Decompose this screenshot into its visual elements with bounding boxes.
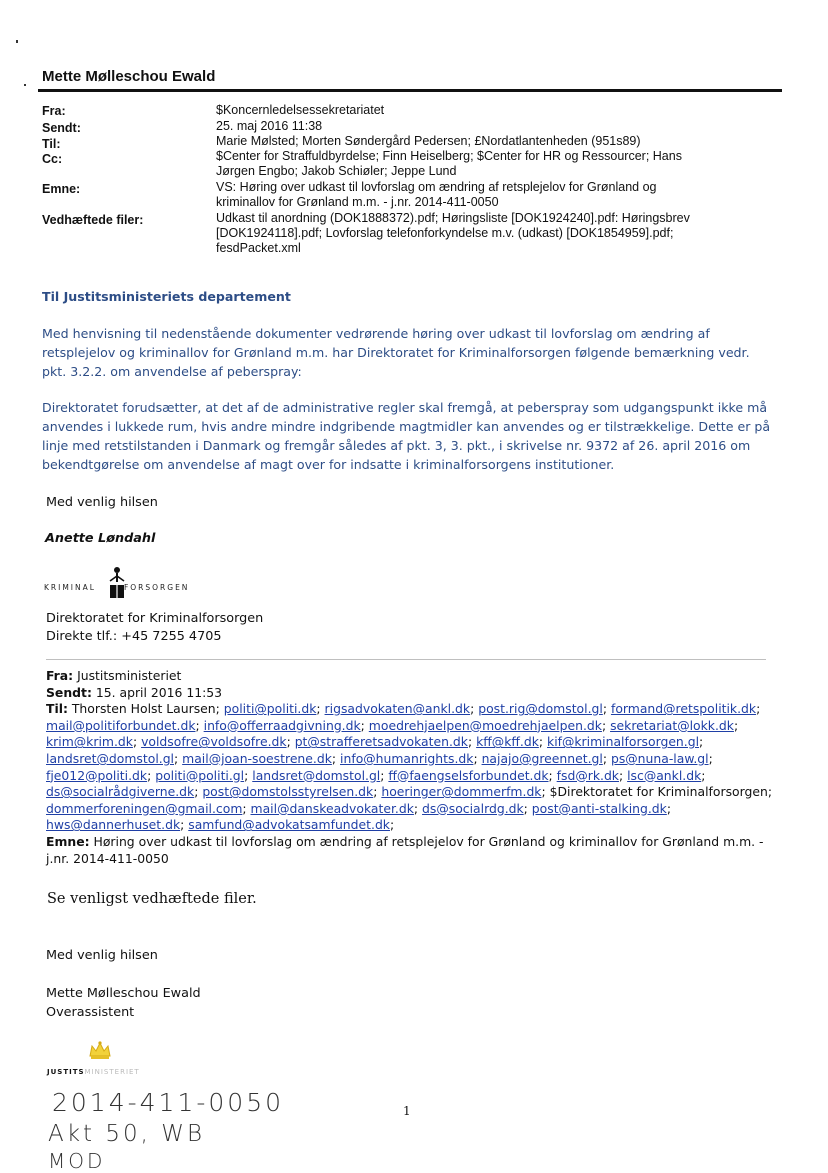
attachments-value[interactable]: Udkast til anordning (DOK1888372).pdf; Høringsliste [DOK1924240].pdf: Høringsbrev [DOK1924118].pdf; Lovforslag telefonforkyndelse m.v. (udkast) [DOK1854959].pdf; fesdPacket.xml	[216, 211, 690, 255]
handwritten-initials: MOD	[48, 1149, 106, 1173]
reply-signature: Anette Løndahl	[45, 531, 156, 546]
from-label: Fra:	[42, 104, 66, 118]
email-link[interactable]: najajo@greennet.gl	[481, 750, 603, 766]
email-link[interactable]: ff@faengselsforbundet.dk	[388, 767, 549, 783]
forwarded-header	[46, 668, 786, 867]
fwd-to-line-1: Til: Thorsten Holst Laursen; politi@politi.dk; rigsadvokaten@ankl.dk; post.rig@domstol.gl; formand@retspolitik.dk;	[46, 701, 761, 717]
crown-logo-icon	[88, 1040, 112, 1060]
email-link[interactable]: mail@danskeadvokater.dk	[250, 800, 414, 816]
fwd-subject-line: Emne: Høring over udkast til lovforslag om ændring af retsplejelov for Grønland og kriminallov for Grønland m.m. -	[46, 833, 764, 849]
email-link[interactable]: lsc@ankl.dk	[627, 767, 702, 783]
email-link[interactable]: landsret@domstol.gl	[46, 750, 175, 766]
reply-paragraph-1: Med henvisning til nedenstående dokumenter vedrørende høring over udkast til lovforslag om ændring af retsplejelov og kriminallov for Grønland m.m. har Direktoratet for Kriminalforsorgen følgende bemærkning vedr. pkt. 3.2.2. om anvendelse af peberspray:	[42, 326, 750, 379]
email-link[interactable]: kff@kff.dk	[476, 734, 539, 750]
email-link[interactable]: hoeringer@dommerfm.dk	[381, 784, 542, 800]
sent-label: Sendt:	[42, 121, 81, 135]
email-link[interactable]: info@humanrights.dk	[340, 750, 474, 766]
email-link[interactable]: politi@politi.gl	[155, 767, 245, 783]
email-link[interactable]: post.rig@domstol.gl	[478, 701, 603, 717]
page-number: 1	[403, 1104, 411, 1118]
email-link[interactable]: post@anti-stalking.dk	[531, 800, 667, 816]
handwritten-note: Akt 50, WB	[48, 1121, 206, 1147]
to-value: Marie Mølsted; Morten Søndergård Pedersen; £Nordatlantenheden (951s89)	[216, 134, 641, 148]
reply-closing: Med venlig hilsen	[46, 495, 158, 510]
scan-speck	[24, 84, 26, 86]
email-link[interactable]: ps@nuna-law.gl	[610, 750, 709, 766]
forwarded-closing: Med venlig hilsen	[46, 948, 158, 963]
email-link[interactable]: fje012@politi.dk	[46, 767, 148, 783]
email-link[interactable]: voldsofre@voldsofre.dk	[141, 734, 287, 750]
email-link[interactable]: rigsadvokaten@ankl.dk	[324, 701, 471, 717]
justitsministeriet-logo-text: JUSTITSMINISTERIET	[47, 1068, 140, 1076]
reply-phone: Direkte tlf.: +45 7255 4705	[46, 629, 222, 644]
fwd-to-line-5: fje012@politi.dk; politi@politi.gl; landsret@domstol.gl; ff@faengselsforbundet.dk; fsd@rk.dk; lsc@ankl.dk;	[46, 767, 706, 783]
attachments-label: Vedhæftede filer:	[42, 213, 144, 227]
cc-value: $Center for Straffuldbyrdelse; Finn Heiselberg; $Center for HR og Ressourcer; Hans Jørgen Engbo; Jakob Schiøler; Jeppe Lund	[216, 149, 682, 178]
email-link[interactable]: krim@krim.dk	[46, 734, 133, 750]
email-link[interactable]: samfund@advokatsamfundet.dk	[188, 817, 390, 833]
sent-value: 25. maj 2016 11:38	[216, 119, 323, 133]
fwd-to-line-3: krim@krim.dk; voldsofre@voldsofre.dk; pt@strafferetsadvokaten.dk; kff@kff.dk; kif@kriminalforsorgen.gl;	[46, 734, 704, 750]
fwd-to-line-6: ds@socialrådgiverne.dk; post@domstolsstyrelsen.dk; hoeringer@dommerfm.dk; $Direktoratet for Kriminalforsorgen;	[46, 784, 773, 800]
kriminalforsorgen-logo-icon	[106, 566, 128, 598]
email-link[interactable]: mail@politiforbundet.dk	[46, 717, 196, 733]
reply-greeting: Til Justitsministeriets departement	[42, 289, 291, 304]
from-value: $Koncernledelsessekretariatet	[216, 103, 385, 117]
fwd-from-line: Fra: Justitsministeriet	[46, 668, 182, 683]
email-link[interactable]: landsret@domstol.gl	[252, 767, 381, 783]
scan-speck	[16, 40, 18, 43]
reply-paragraph-2: Direktoratet forudsætter, at det af de administrative regler skal fremgå, at peberspray som udgangspunkt ikke må anvendes i lukkede rum, hvis andre mindre indgribende magtmidler kan anvendes og er tilstrækkelige. Dette er på linje med retstilstanden i Danmark og fremgår således af pkt. 3, 3. pkt., i skrivelse nr. 9372 af 26. april 2016 om bekendtgørelse om anvendelse af magt over for indsatte i kriminalforsorgens institutioner.	[42, 400, 771, 472]
fwd-to-line-7: dommerforeningen@gmail.com; mail@danskeadvokater.dk; ds@socialrdg.dk; post@anti-stalking.dk;	[46, 800, 672, 816]
header-divider	[38, 89, 782, 92]
email-link[interactable]: info@offerraadgivning.dk	[203, 717, 361, 733]
email-link[interactable]: hws@dannerhuset.dk	[46, 817, 181, 833]
forwarded-sig-title: Overassistent	[46, 1005, 135, 1020]
email-link[interactable]: ds@socialrådgiverne.dk	[46, 784, 195, 800]
subject-label: Emne:	[42, 182, 81, 196]
forwarded-sig-name: Mette Mølleschou Ewald	[46, 986, 201, 1001]
forwarded-body: Se venligst vedhæftede filer.	[47, 891, 257, 907]
fwd-to-line-4: landsret@domstol.gl; mail@joan-soestrene.dk; info@humanrights.dk; najajo@greennet.gl; ps@nuna-law.gl;	[46, 750, 713, 766]
fwd-subject-line-2: j.nr. 2014-411-0050	[46, 850, 169, 866]
email-link[interactable]: mail@joan-soestrene.dk	[182, 750, 332, 766]
subject-value: VS: Høring over udkast til lovforslag om ændring af retsplejelov for Grønland og kriminallov for Grønland m.m. - j.nr. 2014-411-0050	[216, 180, 657, 209]
email-link[interactable]: politi@politi.dk	[223, 701, 317, 717]
email-link[interactable]: sekretariat@lokk.dk	[610, 717, 734, 733]
email-link[interactable]: moedrehjaelpen@moedrehjaelpen.dk	[368, 717, 602, 733]
email-link[interactable]: formand@retspolitik.dk	[610, 701, 757, 717]
cc-label: Cc:	[42, 152, 63, 166]
email-link[interactable]: fsd@rk.dk	[556, 767, 619, 783]
fwd-to-line-8: hws@dannerhuset.dk; samfund@advokatsamfundet.dk;	[46, 817, 395, 833]
email-link[interactable]: dommerforeningen@gmail.com	[46, 800, 243, 816]
to-label: Til:	[42, 137, 61, 151]
email-link[interactable]: ds@socialrdg.dk	[422, 800, 524, 816]
email-link[interactable]: kif@kriminalforsorgen.gl	[547, 734, 700, 750]
kriminalforsorgen-logo-text: KRIMINAL FORSORGEN	[44, 583, 190, 592]
sender-name: Mette Mølleschou Ewald	[42, 68, 216, 85]
handwritten-case-number: 2014-411-0050	[52, 1088, 285, 1117]
fwd-sent-line: Sendt: 15. april 2016 11:53	[46, 684, 223, 700]
email-link[interactable]: post@domstolsstyrelsen.dk	[202, 784, 374, 800]
forward-divider	[46, 659, 766, 660]
reply-org: Direktoratet for Kriminalforsorgen	[46, 611, 264, 626]
email-link[interactable]: pt@strafferetsadvokaten.dk	[294, 734, 468, 750]
fwd-to-line-2: mail@politiforbundet.dk; info@offerraadgivning.dk; moedrehjaelpen@moedrehjaelpen.dk; sekretariat@lokk.dk;	[46, 717, 739, 733]
